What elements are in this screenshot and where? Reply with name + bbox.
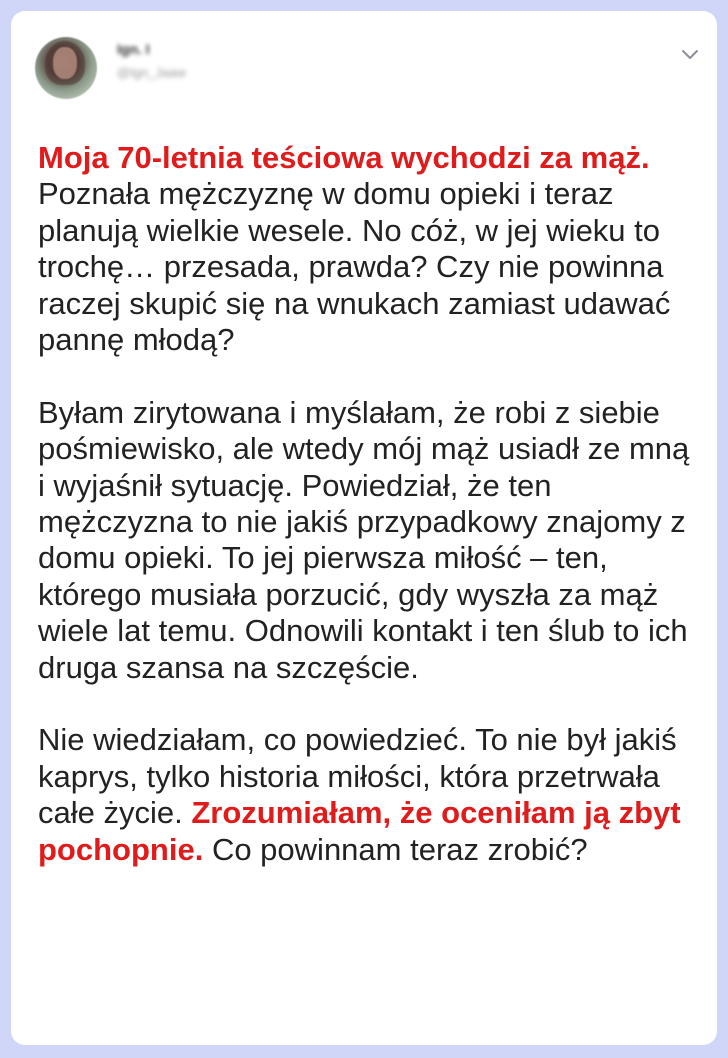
post-body [38,140,698,904]
highlight-text: Moja 70-letnia teściowa wychodzi za mąż. [38,140,650,175]
paragraph-text: Nie wiedziałam, co powiedzieć. To nie był jakiś kaprys, tylko historia miłości, która przetrwała całe życie. [38,722,677,831]
avatar[interactable] [35,37,97,99]
post-paragraph-3 [38,722,698,868]
avatar-face [53,47,77,79]
post-paragraph-2 [38,395,698,686]
paragraph-text: Byłam zirytowana i myślałam, że robi z siebie pośmiewisko, ale wtedy mój mąż usiadł ze mną i wyjaśnił sytuację. Powiedział, że ten mężczyzna to nie jakiś przypadkowy znajomy z domu opieki. To jej pierwsza miłość – ten, którego musiała porzucić, gdy wyszła za mąż wiele lat temu. Odnowili kontakt i ten ślub to ich druga szansa na szczęście. [38,394,690,685]
paragraph-text: Co powinnam teraz zrobić? [203,831,588,867]
post-card [11,11,717,1045]
highlight-text: Zrozumiałam, że oceniłam ją zbyt pochopnie. [38,795,681,867]
author-name[interactable]: Ign. I [117,41,150,57]
post-paragraph-1 [38,140,698,358]
paragraph-text: Poznała mężczyznę w domu opieki i teraz planują wielkie wesele. No cóż, w jej wieku to trochę… przesada, prawda? Czy nie powinna raczej skupić się na wnukach zamiast udawać pannę młodą? [38,176,671,358]
author-handle: @Ign_Jaaw [117,65,186,80]
chevron-down-icon[interactable] [679,43,701,65]
